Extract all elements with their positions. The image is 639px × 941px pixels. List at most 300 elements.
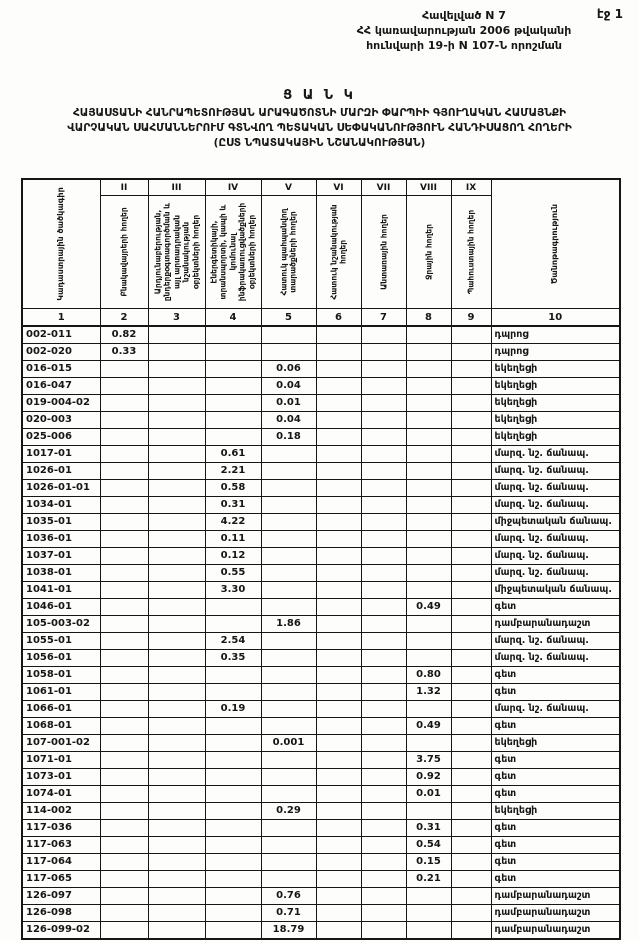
table-row bbox=[22, 395, 620, 412]
note-cell: մարզ. նշ. ճանապ. bbox=[491, 497, 620, 514]
value-cell-col3 bbox=[148, 888, 205, 905]
table-row bbox=[22, 633, 620, 650]
table-row bbox=[22, 565, 620, 582]
code-cell: 1036-01 bbox=[22, 531, 100, 548]
header-col9-label: Պահուստային հողեր bbox=[466, 209, 476, 295]
value-cell-col3 bbox=[148, 531, 205, 548]
value-cell-col8 bbox=[406, 582, 451, 599]
value-cell-col5 bbox=[261, 463, 316, 480]
value-cell-col6 bbox=[316, 905, 361, 922]
value-cell-col8 bbox=[406, 803, 451, 820]
value-cell-col4: 0.61 bbox=[205, 446, 261, 463]
table-row bbox=[22, 326, 620, 344]
value-cell-col5 bbox=[261, 718, 316, 735]
value-cell-col2 bbox=[100, 803, 148, 820]
value-cell-col4: 0.19 bbox=[205, 701, 261, 718]
value-cell-col9 bbox=[451, 565, 491, 582]
table-row bbox=[22, 667, 620, 684]
appendix-line-2: ՀՀ կառավարության 2006 թվականի bbox=[356, 23, 572, 37]
document-subtitle bbox=[0, 106, 639, 152]
value-cell-col4 bbox=[205, 735, 261, 752]
value-cell-col8 bbox=[406, 565, 451, 582]
value-cell-col8 bbox=[406, 531, 451, 548]
code-cell: 117-036 bbox=[22, 820, 100, 837]
value-cell-col5 bbox=[261, 344, 316, 361]
note-cell: դպրոց bbox=[491, 326, 620, 344]
roman-numeral-col5: V bbox=[261, 179, 316, 196]
value-cell-col4 bbox=[205, 599, 261, 616]
value-cell-col5 bbox=[261, 531, 316, 548]
value-cell-col2 bbox=[100, 905, 148, 922]
value-cell-col8 bbox=[406, 548, 451, 565]
value-cell-col5 bbox=[261, 769, 316, 786]
table-row bbox=[22, 735, 620, 752]
value-cell-col4: 0.11 bbox=[205, 531, 261, 548]
note-cell: գետ bbox=[491, 871, 620, 888]
value-cell-col2 bbox=[100, 871, 148, 888]
value-cell-col9 bbox=[451, 378, 491, 395]
note-cell: միջպետական ճանապ. bbox=[491, 582, 620, 599]
value-cell-col6 bbox=[316, 548, 361, 565]
value-cell-col4 bbox=[205, 412, 261, 429]
value-cell-col6 bbox=[316, 378, 361, 395]
value-cell-col8: 0.49 bbox=[406, 718, 451, 735]
value-cell-col6 bbox=[316, 565, 361, 582]
table-row bbox=[22, 769, 620, 786]
value-cell-col7 bbox=[361, 701, 406, 718]
value-cell-col3 bbox=[148, 480, 205, 497]
code-cell: 126-097 bbox=[22, 888, 100, 905]
value-cell-col4 bbox=[205, 803, 261, 820]
column-number-10: 10 bbox=[491, 309, 620, 327]
value-cell-col5 bbox=[261, 497, 316, 514]
value-cell-col4: 3.30 bbox=[205, 582, 261, 599]
code-cell: 1058-01 bbox=[22, 667, 100, 684]
value-cell-col9 bbox=[451, 905, 491, 922]
value-cell-col3 bbox=[148, 344, 205, 361]
table-row bbox=[22, 718, 620, 735]
code-cell: 1074-01 bbox=[22, 786, 100, 803]
note-cell: գետ bbox=[491, 820, 620, 837]
value-cell-col7 bbox=[361, 429, 406, 446]
value-cell-col4 bbox=[205, 361, 261, 378]
value-cell-col4 bbox=[205, 752, 261, 769]
column-number-9: 9 bbox=[451, 309, 491, 327]
value-cell-col6 bbox=[316, 650, 361, 667]
table-row bbox=[22, 599, 620, 616]
code-cell: 020-003 bbox=[22, 412, 100, 429]
value-cell-col6 bbox=[316, 326, 361, 344]
appendix-line-3: հունվարի 19-ի N 107-Ն որոշման bbox=[366, 38, 562, 52]
value-cell-col2 bbox=[100, 786, 148, 803]
value-cell-col9 bbox=[451, 599, 491, 616]
table-row bbox=[22, 463, 620, 480]
value-cell-col7 bbox=[361, 905, 406, 922]
value-cell-col9 bbox=[451, 871, 491, 888]
value-cell-col3 bbox=[148, 752, 205, 769]
value-cell-col8 bbox=[406, 888, 451, 905]
value-cell-col2 bbox=[100, 888, 148, 905]
table-row bbox=[22, 582, 620, 599]
table-row bbox=[22, 905, 620, 922]
value-cell-col3 bbox=[148, 361, 205, 378]
note-cell: գետ bbox=[491, 854, 620, 871]
note-cell: գետ bbox=[491, 667, 620, 684]
value-cell-col6 bbox=[316, 599, 361, 616]
value-cell-col6 bbox=[316, 922, 361, 940]
note-cell: գետ bbox=[491, 769, 620, 786]
note-cell: մարզ. նշ. ճանապ. bbox=[491, 446, 620, 463]
value-cell-col5 bbox=[261, 752, 316, 769]
note-cell: մարզ. նշ. ճանապ. bbox=[491, 480, 620, 497]
code-cell: 105-003-02 bbox=[22, 616, 100, 633]
value-cell-col9 bbox=[451, 735, 491, 752]
table-row bbox=[22, 531, 620, 548]
value-cell-col6 bbox=[316, 582, 361, 599]
value-cell-col9 bbox=[451, 395, 491, 412]
value-cell-col5 bbox=[261, 786, 316, 803]
code-cell: 1037-01 bbox=[22, 548, 100, 565]
value-cell-col4 bbox=[205, 684, 261, 701]
value-cell-col5 bbox=[261, 854, 316, 871]
value-cell-col7 bbox=[361, 820, 406, 837]
note-cell: դամբարանադաշտ bbox=[491, 922, 620, 940]
note-cell: մարզ. նշ. ճանապ. bbox=[491, 548, 620, 565]
value-cell-col5: 1.86 bbox=[261, 616, 316, 633]
value-cell-col3 bbox=[148, 633, 205, 650]
value-cell-col2: 0.82 bbox=[100, 326, 148, 344]
value-cell-col9 bbox=[451, 633, 491, 650]
header-col4-label: Էներգետիկայի, տրանսպորտի, կապի և կոմունալ ինֆրակառուցվածքների օբյեկտների հողեր bbox=[209, 202, 257, 302]
value-cell-col6 bbox=[316, 718, 361, 735]
note-cell: դամբարանադաշտ bbox=[491, 905, 620, 922]
note-cell: եկեղեցի bbox=[491, 361, 620, 378]
table-row bbox=[22, 803, 620, 820]
value-cell-col9 bbox=[451, 514, 491, 531]
value-cell-col9 bbox=[451, 803, 491, 820]
note-cell: մարզ. նշ. ճանապ. bbox=[491, 701, 620, 718]
code-cell: 126-099-02 bbox=[22, 922, 100, 940]
column-number-7: 7 bbox=[361, 309, 406, 327]
header-col2 bbox=[100, 196, 148, 309]
code-cell: 019-004-02 bbox=[22, 395, 100, 412]
value-cell-col6 bbox=[316, 361, 361, 378]
value-cell-col5 bbox=[261, 548, 316, 565]
value-cell-col5: 0.001 bbox=[261, 735, 316, 752]
value-cell-col3 bbox=[148, 803, 205, 820]
table-row bbox=[22, 497, 620, 514]
column-number-3: 3 bbox=[148, 309, 205, 327]
value-cell-col4 bbox=[205, 429, 261, 446]
value-cell-col3 bbox=[148, 548, 205, 565]
value-cell-col5 bbox=[261, 820, 316, 837]
note-cell: դամբարանադաշտ bbox=[491, 616, 620, 633]
value-cell-col4: 0.12 bbox=[205, 548, 261, 565]
value-cell-col3 bbox=[148, 565, 205, 582]
subtitle-line-2: ՎԱՐՉԱԿԱՆ ՍԱՀՄԱՆՆԵՐՈՒՄ ԳՏՆՎՈՂ ՊԵՏԱԿԱՆ ՍԵՓԱԿԱՆՈՒԹՅՈՒՆ ՀԱՆԴԻՍԱՑՈՂ ՀՈՂԵՐԻ bbox=[67, 122, 572, 135]
note-cell: եկեղեցի bbox=[491, 412, 620, 429]
table-row bbox=[22, 480, 620, 497]
value-cell-col3 bbox=[148, 497, 205, 514]
value-cell-col8: 0.92 bbox=[406, 769, 451, 786]
value-cell-col7 bbox=[361, 735, 406, 752]
value-cell-col8: 0.54 bbox=[406, 837, 451, 854]
value-cell-col4 bbox=[205, 888, 261, 905]
value-cell-col3 bbox=[148, 412, 205, 429]
header-col4 bbox=[205, 196, 261, 309]
value-cell-col4 bbox=[205, 769, 261, 786]
value-cell-col7 bbox=[361, 531, 406, 548]
value-cell-col2 bbox=[100, 735, 148, 752]
value-cell-col2 bbox=[100, 378, 148, 395]
value-cell-col4 bbox=[205, 905, 261, 922]
value-cell-col6 bbox=[316, 786, 361, 803]
code-cell: 117-065 bbox=[22, 871, 100, 888]
table-row bbox=[22, 412, 620, 429]
header-col5-label: Հատուկ պահպանվող տարածքների հողեր bbox=[279, 208, 298, 296]
value-cell-col9 bbox=[451, 429, 491, 446]
code-cell: 1026-01 bbox=[22, 463, 100, 480]
value-cell-col2 bbox=[100, 922, 148, 940]
value-cell-col2 bbox=[100, 531, 148, 548]
value-cell-col6 bbox=[316, 463, 361, 480]
value-cell-col3 bbox=[148, 326, 205, 344]
code-cell: 1038-01 bbox=[22, 565, 100, 582]
table-row bbox=[22, 344, 620, 361]
appendix-reference bbox=[288, 9, 639, 54]
column-number-1: 1 bbox=[22, 309, 100, 327]
page-number: էջ 1 bbox=[596, 7, 623, 21]
value-cell-col9 bbox=[451, 480, 491, 497]
value-cell-col3 bbox=[148, 650, 205, 667]
value-cell-col8: 0.15 bbox=[406, 854, 451, 871]
note-cell: մարզ. նշ. ճանապ. bbox=[491, 633, 620, 650]
header-col6 bbox=[316, 196, 361, 309]
value-cell-col8 bbox=[406, 344, 451, 361]
value-cell-col6 bbox=[316, 871, 361, 888]
value-cell-col4 bbox=[205, 922, 261, 940]
value-cell-col2 bbox=[100, 718, 148, 735]
value-cell-col9 bbox=[451, 446, 491, 463]
note-cell: մարզ. նշ. ճանապ. bbox=[491, 650, 620, 667]
column-number-4: 4 bbox=[205, 309, 261, 327]
header-notes-label: Ծանոթագրություն bbox=[550, 203, 560, 285]
value-cell-col8 bbox=[406, 922, 451, 940]
value-cell-col8: 1.32 bbox=[406, 684, 451, 701]
value-cell-col6 bbox=[316, 820, 361, 837]
value-cell-col3 bbox=[148, 582, 205, 599]
code-cell: 1056-01 bbox=[22, 650, 100, 667]
value-cell-col9 bbox=[451, 616, 491, 633]
value-cell-col4: 4.22 bbox=[205, 514, 261, 531]
value-cell-col8 bbox=[406, 514, 451, 531]
value-cell-col2 bbox=[100, 701, 148, 718]
value-cell-col5: 0.29 bbox=[261, 803, 316, 820]
header-col6-label: Հատուկ նշանակության հողեր bbox=[329, 204, 348, 300]
code-cell: 1066-01 bbox=[22, 701, 100, 718]
subtitle-line-3: (ԸՍՏ ՆՊԱՏԱԿԱՅԻՆ ՆՇԱՆԱԿՈՒԹՅԱՆ) bbox=[213, 137, 426, 150]
value-cell-col5 bbox=[261, 582, 316, 599]
value-cell-col3 bbox=[148, 718, 205, 735]
value-cell-col5: 0.01 bbox=[261, 395, 316, 412]
value-cell-col7 bbox=[361, 667, 406, 684]
value-cell-col6 bbox=[316, 803, 361, 820]
value-cell-col4: 2.21 bbox=[205, 463, 261, 480]
value-cell-col6 bbox=[316, 446, 361, 463]
document-title: Ց Ա Ն Կ bbox=[283, 88, 356, 103]
value-cell-col6 bbox=[316, 888, 361, 905]
value-cell-col3 bbox=[148, 463, 205, 480]
value-cell-col2 bbox=[100, 854, 148, 871]
value-cell-col5 bbox=[261, 667, 316, 684]
value-cell-col9 bbox=[451, 752, 491, 769]
value-cell-col9 bbox=[451, 412, 491, 429]
value-cell-col8: 0.49 bbox=[406, 599, 451, 616]
value-cell-col4: 2.54 bbox=[205, 633, 261, 650]
value-cell-col7 bbox=[361, 718, 406, 735]
value-cell-col8 bbox=[406, 412, 451, 429]
value-cell-col3 bbox=[148, 684, 205, 701]
code-cell: 016-047 bbox=[22, 378, 100, 395]
value-cell-col8 bbox=[406, 616, 451, 633]
note-cell: մարզ. նշ. ճանապ. bbox=[491, 531, 620, 548]
value-cell-col7 bbox=[361, 463, 406, 480]
header-col7 bbox=[361, 196, 406, 309]
value-cell-col8 bbox=[406, 497, 451, 514]
note-cell: մարզ. նշ. ճանապ. bbox=[491, 463, 620, 480]
value-cell-col6 bbox=[316, 480, 361, 497]
header-col8-label: Ջրային հողեր bbox=[423, 224, 433, 280]
roman-numeral-col7: VII bbox=[361, 179, 406, 196]
value-cell-col9 bbox=[451, 582, 491, 599]
table-row bbox=[22, 684, 620, 701]
value-cell-col3 bbox=[148, 871, 205, 888]
code-cell: 1068-01 bbox=[22, 718, 100, 735]
table-row bbox=[22, 786, 620, 803]
value-cell-col8 bbox=[406, 701, 451, 718]
value-cell-col4 bbox=[205, 667, 261, 684]
value-cell-col4 bbox=[205, 395, 261, 412]
value-cell-col3 bbox=[148, 599, 205, 616]
value-cell-col4 bbox=[205, 854, 261, 871]
value-cell-col6 bbox=[316, 429, 361, 446]
value-cell-col6 bbox=[316, 837, 361, 854]
note-cell: գետ bbox=[491, 718, 620, 735]
column-number-2: 2 bbox=[100, 309, 148, 327]
value-cell-col5 bbox=[261, 650, 316, 667]
value-cell-col9 bbox=[451, 548, 491, 565]
value-cell-col9 bbox=[451, 667, 491, 684]
value-cell-col8 bbox=[406, 905, 451, 922]
value-cell-col5: 0.06 bbox=[261, 361, 316, 378]
value-cell-col6 bbox=[316, 616, 361, 633]
value-cell-col7 bbox=[361, 446, 406, 463]
value-cell-col6 bbox=[316, 633, 361, 650]
value-cell-col3 bbox=[148, 616, 205, 633]
value-cell-col7 bbox=[361, 582, 406, 599]
value-cell-col3 bbox=[148, 820, 205, 837]
value-cell-col8 bbox=[406, 735, 451, 752]
code-cell: 025-006 bbox=[22, 429, 100, 446]
value-cell-col4 bbox=[205, 616, 261, 633]
value-cell-col3 bbox=[148, 429, 205, 446]
note-cell: եկեղեցի bbox=[491, 429, 620, 446]
value-cell-col7 bbox=[361, 803, 406, 820]
value-cell-col8 bbox=[406, 633, 451, 650]
value-cell-col7 bbox=[361, 837, 406, 854]
value-cell-col4 bbox=[205, 718, 261, 735]
column-number-5: 5 bbox=[261, 309, 316, 327]
value-cell-col3 bbox=[148, 769, 205, 786]
value-cell-col9 bbox=[451, 531, 491, 548]
value-cell-col2 bbox=[100, 514, 148, 531]
value-cell-col5: 0.04 bbox=[261, 378, 316, 395]
note-cell: գետ bbox=[491, 837, 620, 854]
header-notes bbox=[491, 179, 620, 309]
value-cell-col7 bbox=[361, 480, 406, 497]
table-row bbox=[22, 871, 620, 888]
value-cell-col2 bbox=[100, 837, 148, 854]
code-cell: 1061-01 bbox=[22, 684, 100, 701]
value-cell-col8 bbox=[406, 429, 451, 446]
roman-numeral-col9: IX bbox=[451, 179, 491, 196]
value-cell-col8: 3.75 bbox=[406, 752, 451, 769]
value-cell-col9 bbox=[451, 361, 491, 378]
value-cell-col5: 0.04 bbox=[261, 412, 316, 429]
value-cell-col5 bbox=[261, 684, 316, 701]
value-cell-col7 bbox=[361, 854, 406, 871]
value-cell-col6 bbox=[316, 667, 361, 684]
table-row bbox=[22, 378, 620, 395]
value-cell-col2 bbox=[100, 429, 148, 446]
table-row bbox=[22, 446, 620, 463]
value-cell-col9 bbox=[451, 888, 491, 905]
value-cell-col3 bbox=[148, 905, 205, 922]
table-row bbox=[22, 548, 620, 565]
value-cell-col5: 0.76 bbox=[261, 888, 316, 905]
value-cell-col6 bbox=[316, 497, 361, 514]
value-cell-col3 bbox=[148, 395, 205, 412]
value-cell-col2 bbox=[100, 480, 148, 497]
value-cell-col6 bbox=[316, 412, 361, 429]
value-cell-col7 bbox=[361, 786, 406, 803]
table-row bbox=[22, 837, 620, 854]
value-cell-col3 bbox=[148, 735, 205, 752]
value-cell-col8 bbox=[406, 361, 451, 378]
subtitle-line-1: ՀԱՅԱՍՏԱՆԻ ՀԱՆՐԱՊԵՏՈՒԹՅԱՆ ԱՐԱԳԱԾՈՏՆԻ ՄԱՐԶԻ ՓԱՐՊԻԻ ԳՅՈՒՂԱԿԱՆ ՀԱՄԱՅՆՔԻ bbox=[72, 107, 567, 119]
roman-numeral-col2: II bbox=[100, 179, 148, 196]
table-row bbox=[22, 922, 620, 940]
value-cell-col8: 0.80 bbox=[406, 667, 451, 684]
value-cell-col5 bbox=[261, 326, 316, 344]
note-cell: մարզ. նշ. ճանապ. bbox=[491, 565, 620, 582]
value-cell-col7 bbox=[361, 378, 406, 395]
appendix-line-1: Հավելված N 7 bbox=[422, 9, 506, 22]
value-cell-col5: 0.18 bbox=[261, 429, 316, 446]
value-cell-col8 bbox=[406, 650, 451, 667]
table-row bbox=[22, 616, 620, 633]
note-cell: միջպետական ճանապ. bbox=[491, 514, 620, 531]
code-cell: 1055-01 bbox=[22, 633, 100, 650]
value-cell-col7 bbox=[361, 361, 406, 378]
value-cell-col2 bbox=[100, 395, 148, 412]
value-cell-col3 bbox=[148, 786, 205, 803]
value-cell-col2 bbox=[100, 565, 148, 582]
header-col3 bbox=[148, 196, 205, 309]
value-cell-col7 bbox=[361, 650, 406, 667]
value-cell-col9 bbox=[451, 497, 491, 514]
roman-numeral-col3: III bbox=[148, 179, 205, 196]
